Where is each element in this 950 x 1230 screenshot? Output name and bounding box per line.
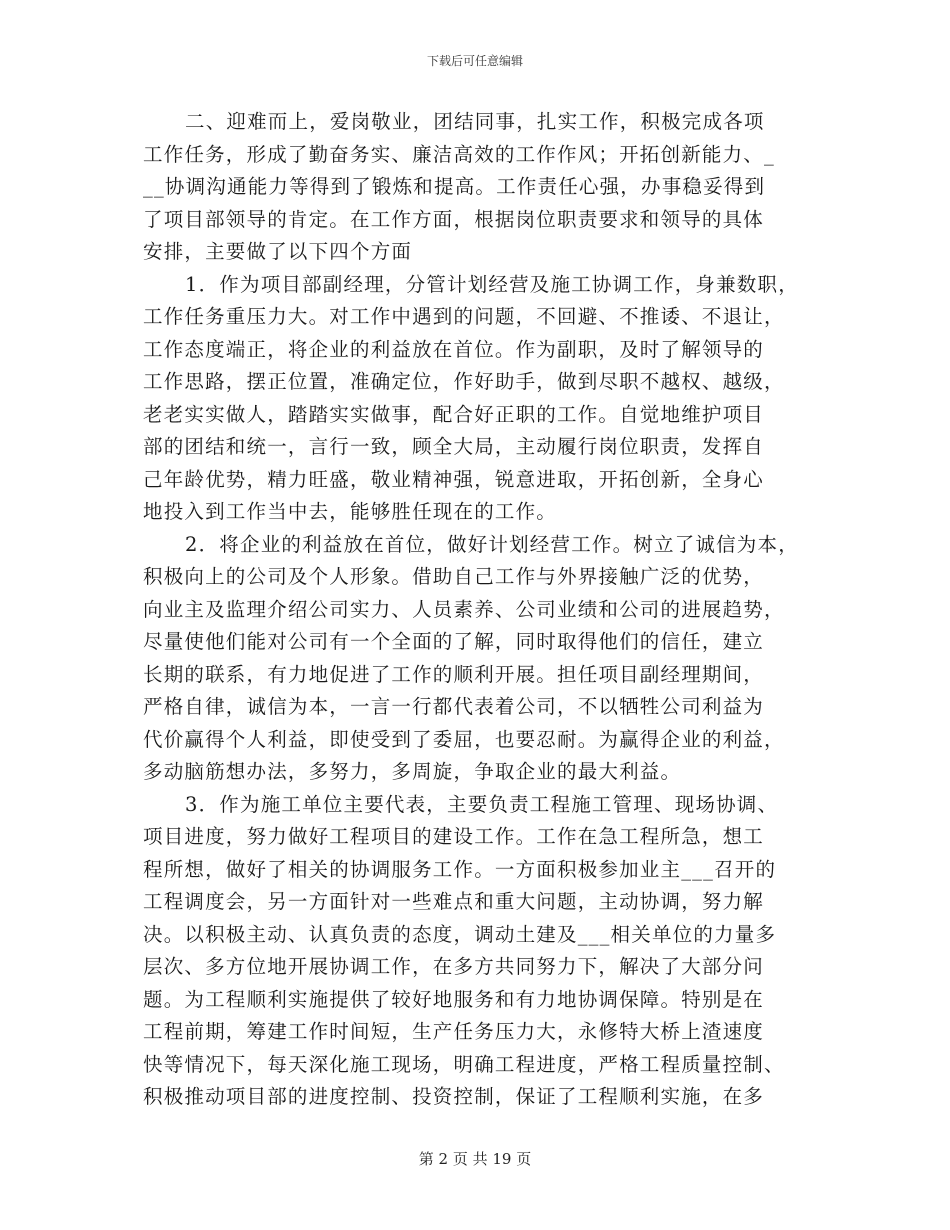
paragraph-line: 工作态度端正，将企业的利益放在首位。作为副职，及时了解领导的 — [143, 337, 765, 361]
paragraph-line: 程所想，做好了相关的协调服务工作。一方面积极参加业主___召开的 — [143, 857, 777, 881]
paragraph-line: 工作任务，形成了勤奋务实、廉洁高效的工作作风；开拓创新能力、_ — [143, 142, 775, 166]
paragraph-line: 项目进度，努力做好工程项目的建设工作。工作在急工程所急，想工 — [143, 825, 765, 848]
paragraph-line: 长期的联系，有力地促进了工作的顺利开展。担任项目副经理期间， — [143, 662, 765, 686]
paragraph-line: 题。为工程顺利实施提供了较好地服务和有力地协调保障。特别是在 — [143, 987, 765, 1011]
page-number-footer: 第 2 页 共 19 页 — [418, 1150, 532, 1168]
paragraph-line: 严格自律，诚信为本，一言一行都代表着公司，不以牺牲公司利益为 — [143, 695, 765, 718]
paragraph-line: 积极推动项目部的进度控制、投资控制，保证了工程顺利实施，在多 — [143, 1085, 765, 1108]
paragraph-line: 2．将企业的利益放在首位，做好计划经营工作。树立了诚信为本， — [185, 532, 799, 556]
paragraph-line: 部的团结和统一，言行一致，顾全大局，主动履行岗位职责，发挥自 — [143, 435, 765, 458]
paragraph-line: 己年龄优势，精力旺盛，敬业精神强，锐意进取，开拓创新，全身心 — [143, 467, 765, 491]
paragraph-line: 1．作为项目部副经理，分管计划经营及施工协调工作，身兼数职， — [185, 272, 799, 296]
paragraph-line: 代价赢得个人利益，即使受到了委屈，也要忍耐。为赢得企业的利益， — [143, 727, 785, 751]
paragraph-line: 层次、多方位地开展协调工作，在多方共同努力下，解决了大部分问 — [143, 955, 765, 978]
paragraph-line: 决。以积极主动、认真负责的态度，调动土建及___相关单位的力量多 — [143, 922, 777, 946]
paragraph-line: __协调沟通能力等得到了锻炼和提高。工作责任心强，办事稳妥得到 — [143, 175, 766, 198]
paragraph-line: 工作思路，摆正位置，准确定位，作好助手，做到尽职不越权、越级， — [143, 370, 785, 393]
paragraph-line: 地投入到工作当中去，能够胜任现在的工作。 — [143, 500, 558, 523]
paragraph-line: 老老实实做人，踏踏实实做事，配合好正职的工作。自觉地维护项目 — [143, 402, 765, 426]
paragraph-line: 快等情况下，每天深化施工现场，明确工程进度，严格工程质量控制、 — [143, 1052, 785, 1076]
document-body — [143, 106, 823, 1114]
paragraph-line: 工程前期，筹建工作时间短，生产任务压力大，永修特大桥上渣速度 — [143, 1020, 765, 1043]
paragraph-line: 积极向上的公司及个人形象。借助自己工作与外界接触广泛的优势， — [143, 565, 765, 588]
paragraph-line: 二、迎难而上，爱岗敬业，团结同事，扎实工作，积极完成各项 — [185, 110, 765, 133]
paragraph-line: 安排，主要做了以下四个方面 — [143, 240, 413, 263]
paragraph-line: 3．作为施工单位主要代表，主要负责工程施工管理、现场协调、 — [185, 792, 779, 816]
paragraph-line: 了项目部领导的肯定。在工作方面，根据岗位职责要求和领导的具体 — [143, 207, 765, 231]
paragraph-line: 多动脑筋想办法，多努力，多周旋，争取企业的最大利益。 — [143, 760, 682, 783]
paragraph-line: 向业主及监理介绍公司实力、人员素养、公司业绩和公司的进展趋势， — [143, 597, 785, 621]
paragraph-line: 尽量使他们能对公司有一个全面的了解，同时取得他们的信任，建立 — [143, 630, 765, 653]
paragraph-line: 工作任务重压力大。对工作中遇到的问题，不回避、不推诿、不退让， — [143, 305, 785, 328]
paragraph-line: 工程调度会，另一方面针对一些难点和重大问题，主动协调，努力解 — [143, 890, 765, 913]
page-header: 下载后可任意编辑 — [426, 54, 523, 68]
